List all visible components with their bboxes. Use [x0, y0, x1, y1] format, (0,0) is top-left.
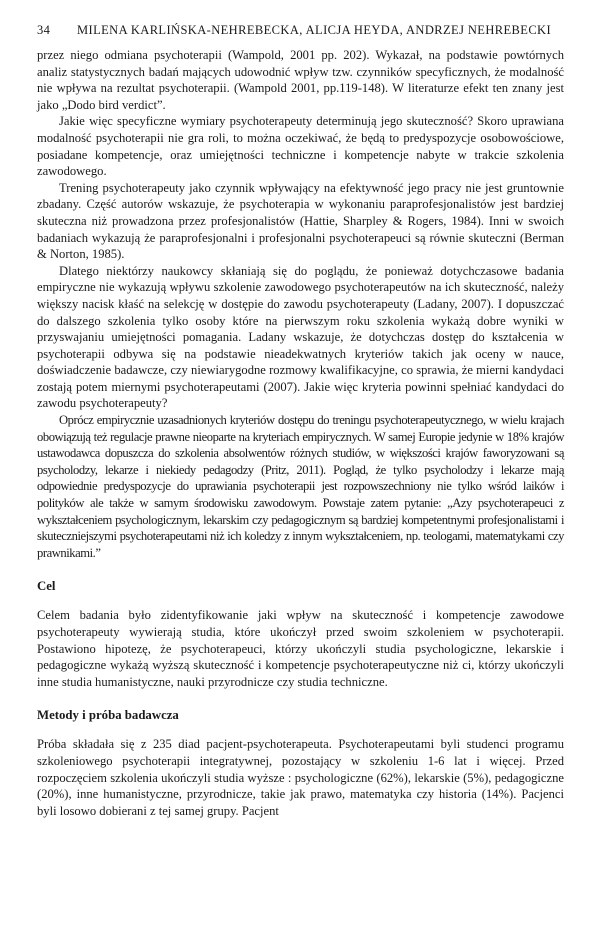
document-page — [37, 22, 564, 819]
spacer — [37, 561, 564, 578]
paragraph-cel: Celem badania było zidentyfikowanie jaki wpływ na skuteczność i kompetencje zawodowe psychoterapeuty wywierają studia, które ukończył przed swoim szkoleniem w psychoterapii. Postawiono hipotezę, że psychoterapeuci, którzy ukończyli studia psychologiczne, lekarskie i pedagogiczne wykażą wyższą skuteczność i kompetencje psychoterapeutyczne niż ci, którzy ukończyli inne studia humanistyczne, nauki przyrodnicze czy studia techniczne. — [37, 608, 564, 689]
paragraph-selection: Dlatego niektórzy naukowcy skłaniają się do poglądu, że ponieważ dotychczasowe badania empiryczne nie wykazują wpływu szkolenie zawodowego psychoterapeutów na ich skuteczność, należy większy nacisk kłaść na selekcję w dostępie do zawodu psychoterapeuty (Ladany, 2007). I dopuszczać do dalszego szkolenia tylko osoby które na pierwszym roku szkolenia wykażą dobre wyniki w przyswajaniu umiejętności pomagania. Ladany wskazuje, że dotychczas dostęp do kształcenia w psychoterapii odbywa się na podstawie nieadekwatnych kryteriów takich jak oceny w nauce, doświadczenie badawcze, czy niewiarygodne rozmowy kwalifikacyjne, co sprawia, że mierni kandydaci zostają potem miernymi psychoterapeutami (2007). Jakie więc kryteria powinni spełniać kandydaci do zawodu psychoterapeuty? — [37, 263, 564, 411]
section-heading-cel: Cel — [37, 579, 56, 594]
spacer — [37, 723, 564, 736]
page-number: 34 — [37, 23, 51, 37]
paragraph-training: Trening psychoterapeuty jako czynnik wpływający na efektywność jego pracy nie jest gruntownie zbadany. Część autorów wskazuje, że psychoterapia w wykonaniu paraprofesjonalistów jest bardziej skuteczna niż prowadzona przez profesjonalistów (Hattie, Sharpley & Rogers, 1984). Inni w swoich badaniach wykazują że paraprofesjonalni i profesjonalni psychoterapeuci są równie skuteczni (Berman & Norton, 1985). — [37, 180, 564, 262]
section-heading-methods: Metody i próba badawcza — [37, 708, 179, 723]
paragraph-dodo-verdict: przez niego odmiana psychoterapii (Wampold, 2001 pp. 202). Wykazał, na podstawie powtórnych analiz statystycznych badań mających udowodnić wpływ tzw. czynników specyficznych, że modalność nie wpływa na rezultat psychoterapii. (Wampold 2001, pp.119-148). W literaturze efekt ten znany jest jako „Dodo bird verdict”. — [37, 48, 564, 112]
running-header — [37, 22, 564, 38]
paragraph-specific-dimensions: Jakie więc specyficzne wymiary psychoterapeuty determinują jego skuteczność? Skoro uprawiana modalność psychoterapii nie gra roli, to można oczekiwać, że będą to predyspozycje osobowościowe, posiadane kompetencje, oraz umiejętności techniczne i kompetencje nabyte w trakcie szkolenia zawodowego. — [37, 114, 564, 179]
paragraph-legal-regulations: Oprócz empirycznie uzasadnionych kryteriów dostępu do treningu psychoterapeutycznego, w wielu krajach obowiązują też regulacje prawne nieoparte na kryteriach empirycznych. W samej Europie jedynie w 18% krajów ustawodawca dopuszcza do szkolenia absolwentów różnych studiów, w większości krajów faworyzowani są psycholodzy, lekarze i niekiedy pedagodzy (Pritz, 2011). Pogląd, że tylko psycholodzy i lekarze mają odpowiednie predyspozycje do uprawiania psychoterapii jest rozpowszechniony nie tylko wśród laików i polityków ale także w samym środowisku zawodowym. Powstaje zatem pytanie: „Azy psychoterapeuci z wykształceniem psychologicznym, lekarskim czy pedagogicznym są bardziej kompetentnymi profesjonalistami i skuteczniejszymi psychoterapeutami niż ich koledzy z innym wykształceniem, np. teologami, matematykami czy prawnikami.” — [37, 413, 564, 560]
spacer — [37, 690, 564, 707]
paragraph-methods: Próba składała się z 235 diad pacjent-psychoterapeuta. Psychoterapeutami byli studenci programu szkoleniowego psychoterapii integratywnej, pozostający w szkoleniu 1-6 lat i więcej. Przed rozpoczęciem szkolenia ukończyli studia wyższe : psychologiczne (62%), lekarskie (5%), pedagogiczne (20%), inne humanistyczne, przyrodnicze, takie jak prawo, matematyka czy historia (14%). Pacjenci byli losowo dobierani z tej samej grupy. Pacjent — [37, 737, 564, 818]
running-header-authors: MILENA KARLIŃSKA-NEHREBECKA, ALICJA HEYDA, ANDRZEJ NEHREBECKI — [77, 23, 552, 37]
spacer — [37, 594, 564, 607]
